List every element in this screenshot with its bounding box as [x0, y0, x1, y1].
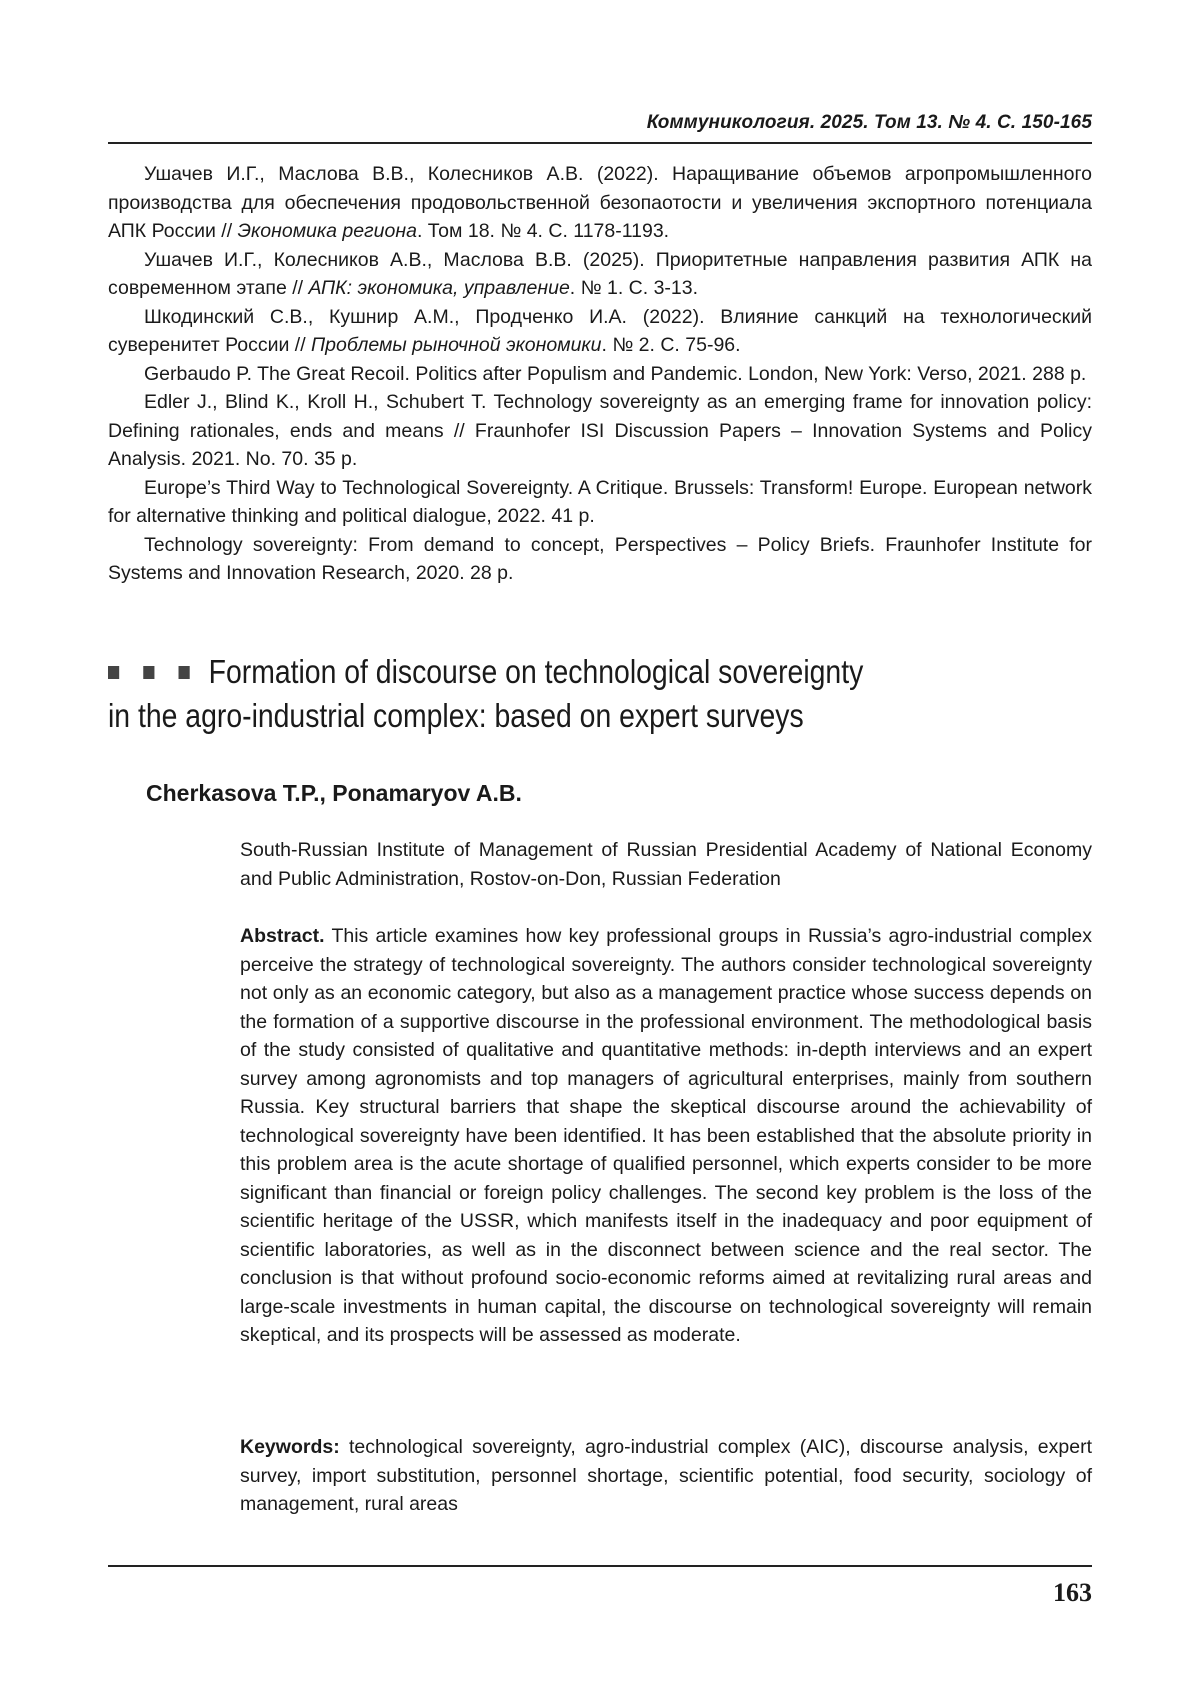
page-number: 163 — [1053, 1578, 1092, 1607]
abstract — [240, 922, 1092, 1350]
title-line-2: in the agro-industrial complex: based on expert surveys — [108, 697, 804, 734]
reference-item: Ушачев И.Г., Колесников А.В., Маслова В.В. (2025). Приоритетные направления развития АПК на современном этапе // АПК: экономика, управление. № 1. С. 3-13. — [108, 248, 1092, 299]
reference-item: Technology sovereignty: From demand to concept, Perspectives – Policy Briefs. Fraunhofer Institute for Systems and Innovation Research, 2020. 28 p. — [108, 533, 1092, 584]
article-title — [108, 650, 968, 738]
reference-item: Ушачев И.Г., Маслова В.В., Колесников А.В. (2022). Наращивание объемов агропромышленного производства для обеспечения продовольственной безопаотости и увеличения экспортного потенциала АПК России // Экономика региона. Том 18. № 4. С. 1178-1193. — [108, 163, 1092, 242]
reference-list — [108, 160, 1092, 588]
square-bullet-icon — [179, 666, 190, 679]
title-bullet-squares — [108, 650, 190, 694]
abstract-label: Abstract. — [240, 925, 325, 947]
footer-rule — [108, 1565, 1092, 1567]
reference-item: Edler J., Blind K., Kroll H., Schubert T. Technology sovereignty as an emerging frame for innovation policy: Defining rationales, ends and means // Fraunhofer ISI Discussion Papers – Innovation Systems and Policy Analysis. 2021. No. 70. 35 p. — [108, 391, 1092, 470]
keywords — [240, 1433, 1092, 1519]
square-bullet-icon — [108, 666, 119, 679]
keywords-text: technological sovereignty, agro-industrial complex (AIC), discourse analysis, expert survey, import substitution, personnel shortage, scientific potential, food security, sociology of management, rural areas — [240, 1436, 1093, 1515]
article-authors: Cherkasova T.P., Ponamaryov A.B. — [146, 780, 522, 806]
abstract-text: This article examines how key professional groups in Russia’s agro-industrial complex perceive the strategy of technological sovereignty. The authors consider technological sovereignty not only as an economic category, but also as a management practice whose success depends on the formation of a supportive discourse in the professional environment. The methodological basis of the study consisted of qualitative and quantitative methods: in-depth interviews and an expert survey among agronomists and top managers of agricultural enterprises, mainly from southern Russia. Key structural barriers that shape the skeptical discourse around the achievability of technological sovereignty have been identified. It has been established that the absolute priority in this problem area is the acute shortage of qualified personnel, which experts consider to be more significant than financial or foreign policy challenges. The second key problem is the loss of the scientific heritage of the USSR, which manifests itself in the inadequacy and poor equipment of scientific laboratories, as well as in the disconnect between science and the real sector. The conclusion is that without profound socio-economic reforms aimed at revitalizing rural areas and large-scale investments in human capital, the discourse on technological sovereignty will remain skeptical, and its prospects will be assessed as moderate. — [240, 925, 1092, 1346]
running-head: Коммуникология. 2025. Том 13. № 4. С. 150-165 — [646, 112, 1092, 133]
keywords-label: Keywords: — [240, 1436, 340, 1458]
reference-item: Europe’s Third Way to Technological Sovereignty. A Critique. Brussels: Transform! Europe. European network for alternative thinking and political dialogue, 2022. 41 p. — [108, 476, 1092, 527]
header-rule — [108, 142, 1092, 144]
title-line-1: Formation of discourse on technological sovereignty — [208, 653, 864, 690]
reference-item: Gerbaudo P. The Great Recoil. Politics after Populism and Pandemic. London, New York: Verso, 2021. 288 p. — [144, 362, 1087, 385]
author-affiliation: South-Russian Institute of Management of Russian Presidential Academy of National Economy and Public Administration, Rostov-on-Don, Russian Federation — [240, 839, 1092, 890]
reference-item: Шкодинский С.В., Кушнир А.М., Продченко И.А. (2022). Влияние санкций на технологический суверенитет России // Проблемы рыночной экономики. № 2. С. 75-96. — [108, 305, 1092, 356]
square-bullet-icon — [143, 666, 154, 679]
